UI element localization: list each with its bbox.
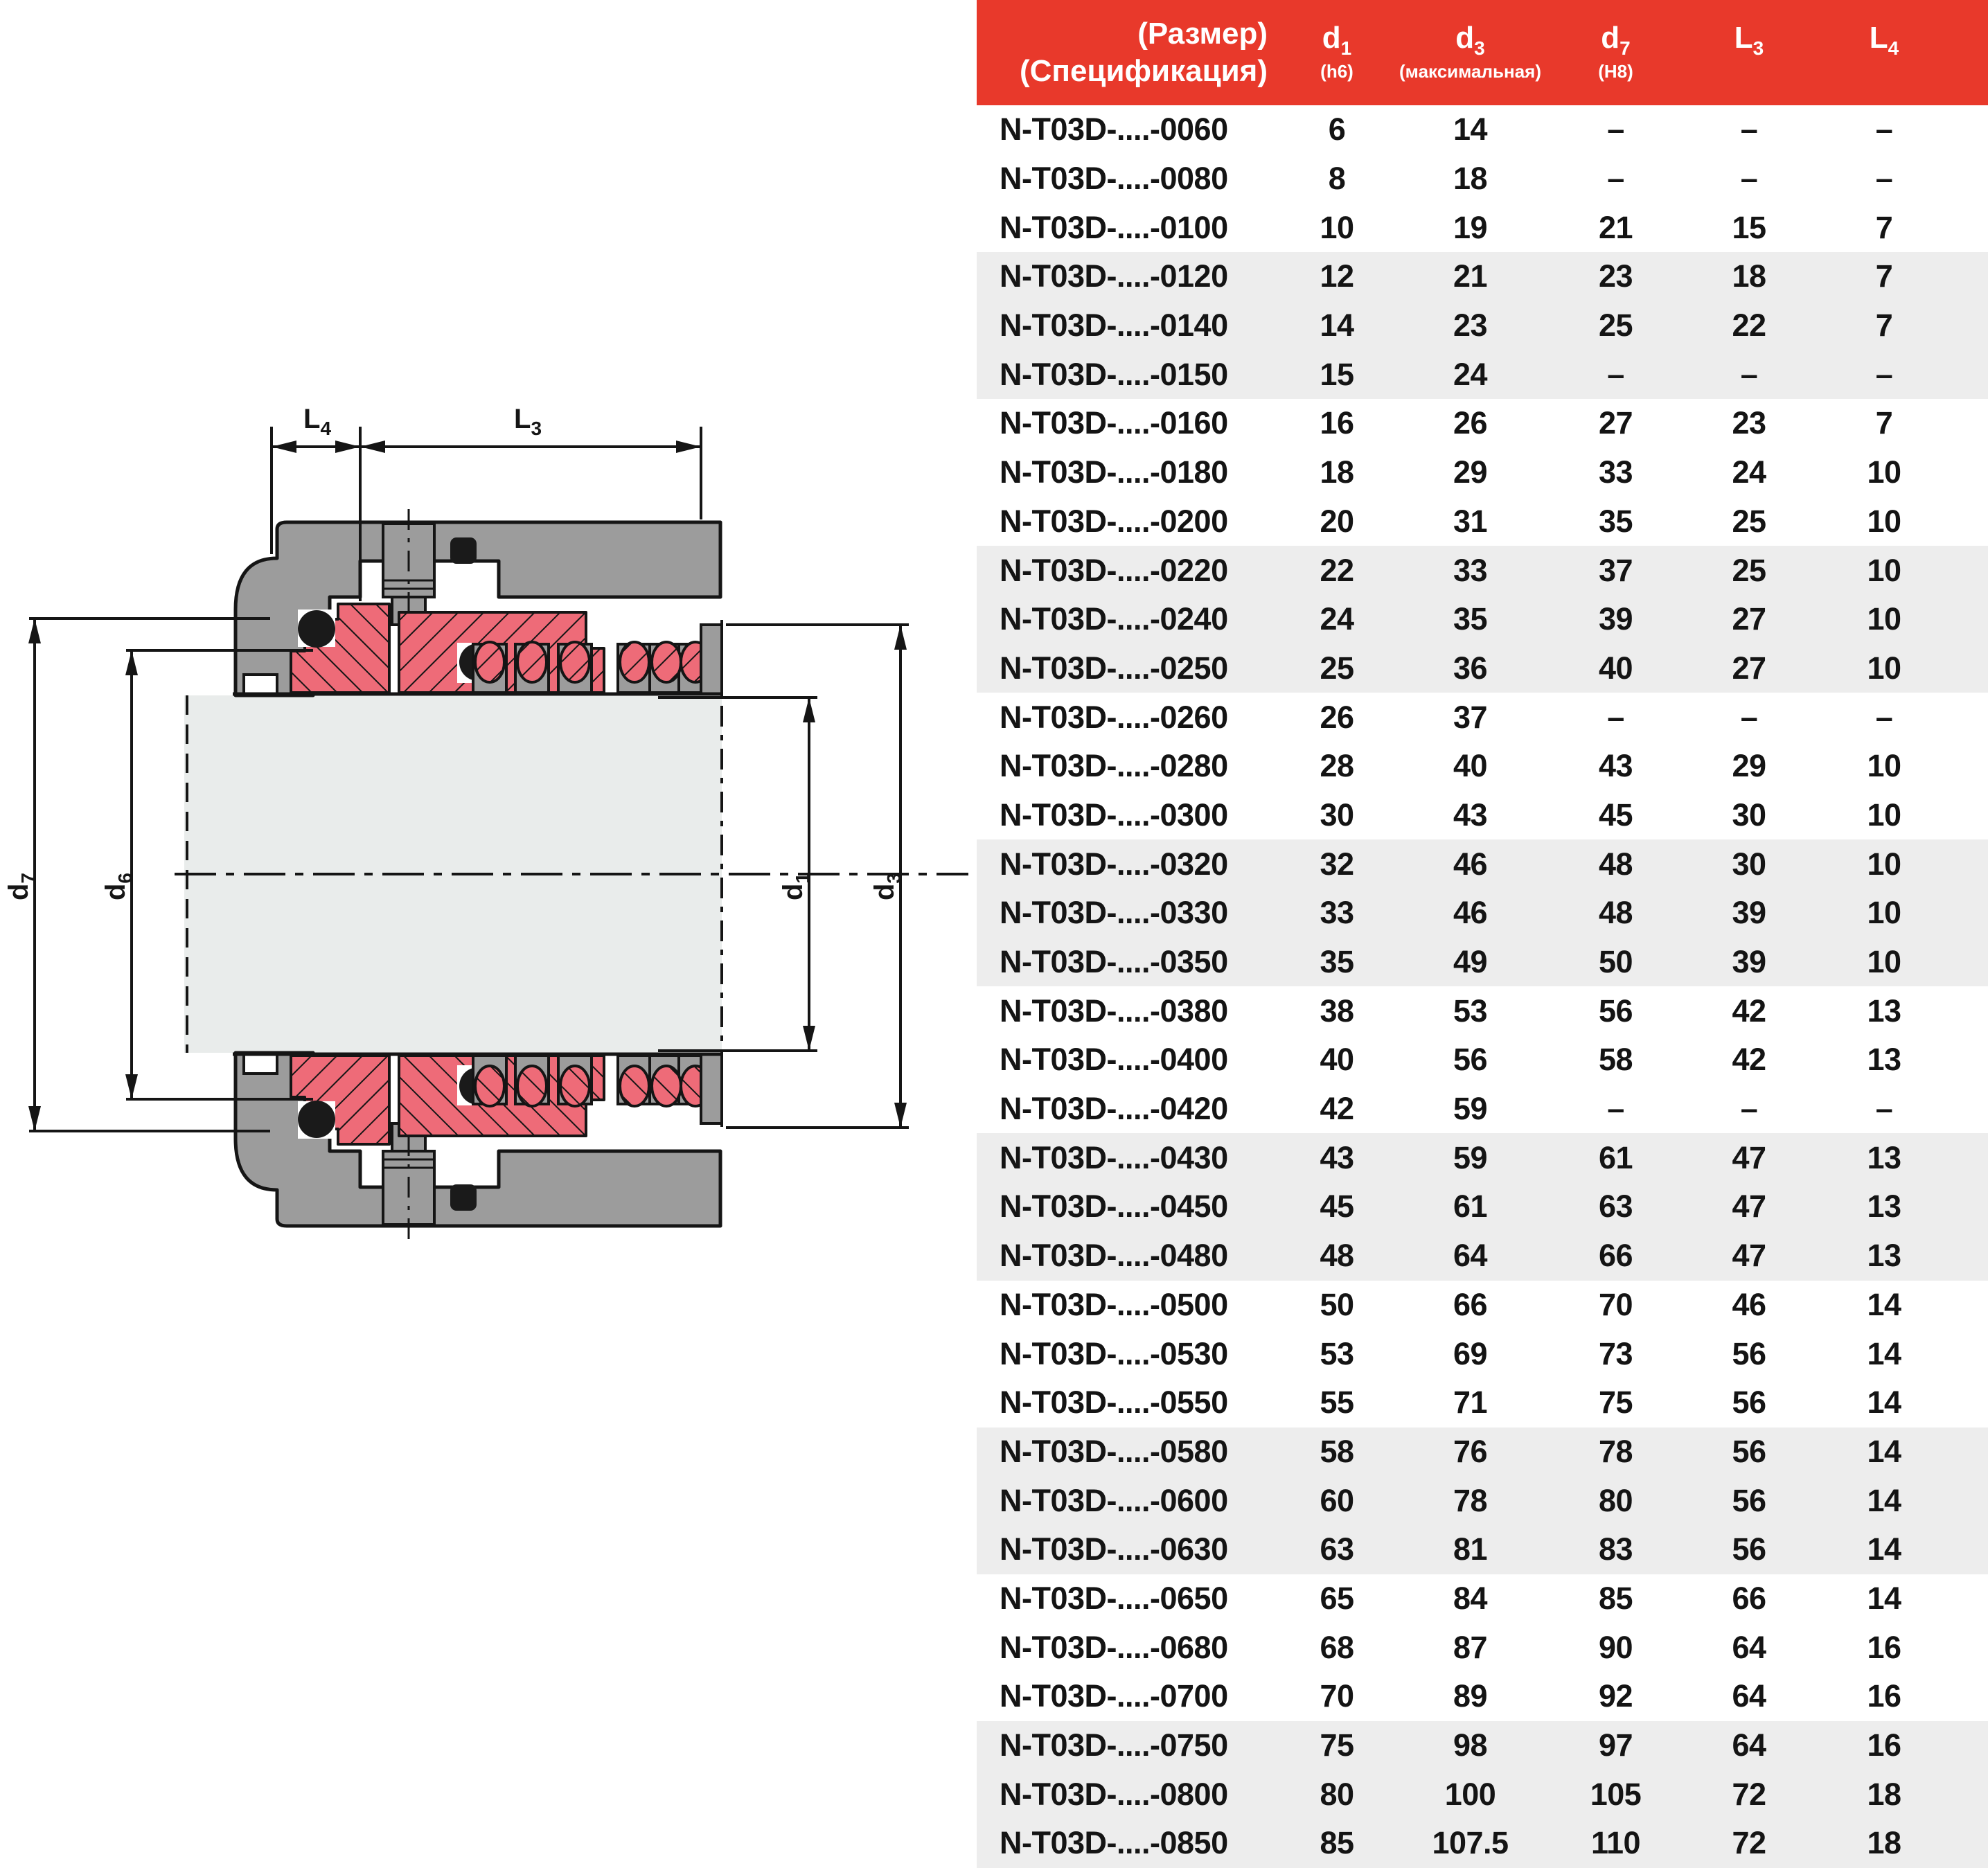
cell-l4: 14	[1867, 1433, 1901, 1469]
table-row	[977, 1427, 1988, 1477]
dim-label-L4: $L_4$	[303, 404, 332, 439]
header-col-d1-note: (h6)	[1320, 61, 1354, 82]
cell-d1: 75	[1320, 1727, 1354, 1763]
cell-d3: 49	[1453, 944, 1488, 980]
cell-l3: 46	[1732, 1286, 1766, 1322]
cell-d1: 32	[1320, 846, 1354, 882]
cell-d7: 66	[1598, 1238, 1633, 1274]
cell-d1: 30	[1320, 797, 1354, 833]
cell-d3: 46	[1453, 846, 1488, 882]
cell-d1: 42	[1320, 1091, 1354, 1127]
cell-d1: 33	[1320, 895, 1354, 931]
cell-l4: –	[1875, 1091, 1893, 1127]
cell-model: N-T03D-....-0430	[1000, 1139, 1228, 1175]
cell-l4: 10	[1867, 748, 1901, 784]
cell-d1: 10	[1320, 209, 1354, 245]
header-col-d3: $d_3$ (максимальная)	[1399, 20, 1541, 82]
cell-model: N-T03D-....-0180	[1000, 454, 1228, 490]
table-row	[977, 1623, 1988, 1672]
cell-l3: 39	[1732, 944, 1766, 980]
cell-l4: 16	[1867, 1727, 1901, 1763]
table-row	[977, 1574, 1988, 1624]
cell-l3: 72	[1732, 1776, 1766, 1812]
header-size-spec	[977, 0, 1288, 105]
cell-d7: –	[1607, 112, 1624, 148]
cell-d7: 61	[1598, 1139, 1633, 1175]
cell-l4: 10	[1867, 650, 1901, 686]
header-spec-label: (Спецификация)	[1019, 54, 1268, 88]
cell-d1: 43	[1320, 1139, 1354, 1175]
cell-d7: –	[1607, 161, 1624, 197]
table-row	[977, 1525, 1988, 1574]
cell-model: N-T03D-....-0380	[1000, 993, 1228, 1029]
cell-model: N-T03D-....-0400	[1000, 1042, 1228, 1078]
cell-d3: 76	[1453, 1433, 1488, 1469]
cell-d3: 59	[1453, 1139, 1488, 1175]
cell-d3: 100	[1444, 1776, 1496, 1812]
header-col-d1: $d_1$ (h6)	[1320, 20, 1354, 82]
cell-d1: 8	[1328, 161, 1346, 197]
cell-d7: 37	[1598, 552, 1633, 588]
cell-l4: 13	[1867, 1139, 1901, 1175]
table-row	[977, 742, 1988, 791]
cell-d7: 23	[1598, 258, 1633, 294]
table-row	[977, 1672, 1988, 1721]
cell-d3: 43	[1453, 797, 1488, 833]
table-row	[977, 644, 1988, 693]
cell-model: N-T03D-....-0350	[1000, 944, 1228, 980]
cell-d1: 63	[1320, 1531, 1354, 1567]
table-row	[977, 497, 1988, 546]
cell-d3: 21	[1453, 258, 1488, 294]
cell-d3: 36	[1453, 650, 1488, 686]
cell-d1: 48	[1320, 1238, 1354, 1274]
cell-d1: 35	[1320, 944, 1354, 980]
cell-d7: 39	[1598, 601, 1633, 637]
dim-label-L3: $L_3$	[514, 404, 542, 439]
cell-d7: 58	[1598, 1042, 1633, 1078]
cell-model: N-T03D-....-0530	[1000, 1335, 1228, 1371]
cell-l4: 7	[1875, 258, 1893, 294]
cell-d1: 18	[1320, 454, 1354, 490]
cell-d1: 55	[1320, 1385, 1354, 1421]
table-row	[977, 693, 1988, 742]
cell-l3: 47	[1732, 1139, 1766, 1175]
cell-d7: –	[1607, 699, 1624, 735]
header-col-d7-note: (H8)	[1598, 61, 1633, 82]
cell-l3: 47	[1732, 1189, 1766, 1225]
cell-model: N-T03D-....-0750	[1000, 1727, 1228, 1763]
cell-l4: 10	[1867, 895, 1901, 931]
cell-l4: 13	[1867, 1189, 1901, 1225]
dim-label-d1: $d_1$	[778, 872, 813, 900]
dim-label-d7: $d_7$	[3, 872, 39, 900]
cell-d3: 59	[1453, 1091, 1488, 1127]
gland-o-ring	[450, 537, 477, 564]
cell-model: N-T03D-....-0630	[1000, 1531, 1228, 1567]
cell-d3: 31	[1453, 503, 1488, 539]
cell-d1: 26	[1320, 699, 1354, 735]
cell-d1: 14	[1320, 308, 1354, 344]
cell-model: N-T03D-....-0080	[1000, 161, 1228, 197]
cell-d7: 33	[1598, 454, 1633, 490]
cell-model: N-T03D-....-0100	[1000, 209, 1228, 245]
cell-d3: 56	[1453, 1042, 1488, 1078]
cell-d1: 6	[1328, 112, 1346, 148]
cell-l3: 47	[1732, 1238, 1766, 1274]
cell-l4: –	[1875, 699, 1893, 735]
cell-model: N-T03D-....-0300	[1000, 797, 1228, 833]
cell-l4: 10	[1867, 503, 1901, 539]
cell-l4: 14	[1867, 1531, 1901, 1567]
cell-d3: 33	[1453, 552, 1488, 588]
cell-model: N-T03D-....-0500	[1000, 1286, 1228, 1322]
spec-table	[977, 0, 1988, 1868]
cell-d1: 16	[1320, 405, 1354, 441]
cell-d3: 26	[1453, 405, 1488, 441]
cell-l3: 25	[1732, 503, 1766, 539]
header-col-d7: $d_7$ (H8)	[1598, 20, 1633, 82]
table-row	[977, 839, 1988, 889]
table-row	[977, 252, 1988, 301]
table-row	[977, 1085, 1988, 1134]
cell-l3: 30	[1732, 846, 1766, 882]
cell-model: N-T03D-....-0600	[1000, 1482, 1228, 1518]
table-row	[977, 1329, 1988, 1378]
table-row	[977, 791, 1988, 840]
cell-model: N-T03D-....-0240	[1000, 601, 1228, 637]
cell-d3: 19	[1453, 209, 1488, 245]
cell-l3: 56	[1732, 1385, 1766, 1421]
cell-l4: 10	[1867, 797, 1901, 833]
cell-d7: –	[1607, 356, 1624, 392]
cell-d3: 53	[1453, 993, 1488, 1029]
cell-d3: 107.5	[1432, 1825, 1509, 1861]
cell-l3: 64	[1732, 1629, 1766, 1665]
cell-l4: 18	[1867, 1776, 1901, 1812]
cell-l3: 22	[1732, 308, 1766, 344]
cell-l4: 14	[1867, 1335, 1901, 1371]
table-row	[977, 1035, 1988, 1085]
dim-label-d6: $d_6$	[100, 872, 136, 900]
cell-l3: 66	[1732, 1580, 1766, 1616]
table-row	[977, 1476, 1988, 1525]
cell-model: N-T03D-....-0550	[1000, 1385, 1228, 1421]
cell-d7: 63	[1598, 1189, 1633, 1225]
cell-model: N-T03D-....-0420	[1000, 1091, 1228, 1127]
cell-d7: –	[1607, 1091, 1624, 1127]
cell-l3: –	[1740, 356, 1758, 392]
cell-model: N-T03D-....-0700	[1000, 1678, 1228, 1714]
cell-l4: 7	[1875, 405, 1893, 441]
cell-l3: 56	[1732, 1335, 1766, 1371]
cell-l3: 39	[1732, 895, 1766, 931]
cell-d3: 66	[1453, 1286, 1488, 1322]
cell-d7: 48	[1598, 895, 1633, 931]
cell-d1: 25	[1320, 650, 1354, 686]
cell-l4: 14	[1867, 1580, 1901, 1616]
table-row	[977, 203, 1988, 252]
cell-d3: 69	[1453, 1335, 1488, 1371]
cell-l4: 10	[1867, 944, 1901, 980]
cell-d1: 24	[1320, 601, 1354, 637]
cell-d7: 78	[1598, 1433, 1633, 1469]
table-row	[977, 986, 1988, 1035]
cell-d3: 18	[1453, 161, 1488, 197]
table-row	[977, 1231, 1988, 1281]
cell-d1: 80	[1320, 1776, 1354, 1812]
cell-d7: 80	[1598, 1482, 1633, 1518]
cell-d3: 29	[1453, 454, 1488, 490]
cell-d1: 40	[1320, 1042, 1354, 1078]
cell-l4: –	[1875, 112, 1893, 148]
header-col-l3: $L_3$	[1734, 20, 1764, 59]
cell-l4: 10	[1867, 846, 1901, 882]
cell-d3: 89	[1453, 1678, 1488, 1714]
seat-o-ring	[298, 610, 335, 648]
table-row	[977, 105, 1988, 154]
cell-l3: 18	[1732, 258, 1766, 294]
cell-l3: –	[1740, 699, 1758, 735]
cell-model: N-T03D-....-0260	[1000, 699, 1228, 735]
table-row	[977, 889, 1988, 938]
cell-d3: 84	[1453, 1580, 1488, 1616]
cell-d1: 53	[1320, 1335, 1354, 1371]
table-row	[977, 1182, 1988, 1231]
cell-l3: 25	[1732, 552, 1766, 588]
cell-model: N-T03D-....-0850	[1000, 1825, 1228, 1861]
cell-model: N-T03D-....-0680	[1000, 1629, 1228, 1665]
cell-d7: 110	[1590, 1825, 1641, 1861]
cell-d3: 46	[1453, 895, 1488, 931]
cell-model: N-T03D-....-0480	[1000, 1238, 1228, 1274]
cell-d7: 105	[1590, 1776, 1642, 1812]
cell-l4: 10	[1867, 601, 1901, 637]
table-row	[977, 301, 1988, 350]
table-row	[977, 1770, 1988, 1819]
cell-l3: 27	[1732, 650, 1766, 686]
cell-model: N-T03D-....-0120	[1000, 258, 1228, 294]
cell-model: N-T03D-....-0140	[1000, 308, 1228, 344]
cell-d7: 97	[1598, 1727, 1633, 1763]
cell-model: N-T03D-....-0220	[1000, 552, 1228, 588]
cell-l3: –	[1740, 112, 1758, 148]
table-row	[977, 1721, 1988, 1770]
cell-l3: 24	[1732, 454, 1766, 490]
cell-l3: 29	[1732, 748, 1766, 784]
cell-d1: 38	[1320, 993, 1354, 1029]
cell-d7: 27	[1598, 405, 1633, 441]
cell-l4: 10	[1867, 454, 1901, 490]
cell-l4: 7	[1875, 209, 1893, 245]
table-row	[977, 399, 1988, 448]
spec-table-header	[977, 0, 1988, 105]
cell-d7: 45	[1598, 797, 1633, 833]
cell-l3: 64	[1732, 1678, 1766, 1714]
cell-d7: 43	[1598, 748, 1633, 784]
cell-model: N-T03D-....-0800	[1000, 1776, 1228, 1812]
cell-d1: 85	[1320, 1825, 1354, 1861]
table-row	[977, 1133, 1988, 1182]
cell-d7: 35	[1598, 503, 1633, 539]
cell-d1: 12	[1320, 258, 1354, 294]
seal-assembly-upper	[233, 509, 722, 695]
cell-model: N-T03D-....-0250	[1000, 650, 1228, 686]
cell-l3: 30	[1732, 797, 1766, 833]
table-row	[977, 595, 1988, 644]
cell-d3: 71	[1453, 1385, 1488, 1421]
cell-l4: 18	[1867, 1825, 1901, 1861]
cell-d3: 14	[1453, 112, 1488, 148]
cell-l3: 23	[1732, 405, 1766, 441]
table-body	[977, 105, 1988, 1868]
cell-model: N-T03D-....-0280	[1000, 748, 1228, 784]
cell-d1: 28	[1320, 748, 1354, 784]
cell-d7: 73	[1598, 1335, 1633, 1371]
cell-d7: 48	[1598, 846, 1633, 882]
spring-retainer	[701, 625, 722, 694]
table-row	[977, 154, 1988, 204]
cell-d3: 61	[1453, 1189, 1488, 1225]
cell-d3: 23	[1453, 308, 1488, 344]
cell-l4: 13	[1867, 993, 1901, 1029]
cell-d3: 64	[1453, 1238, 1488, 1274]
cell-d7: 85	[1598, 1580, 1633, 1616]
cell-l3: 56	[1732, 1433, 1766, 1469]
cell-d7: 25	[1598, 308, 1633, 344]
cell-l4: –	[1875, 161, 1893, 197]
table-row	[977, 1819, 1988, 1868]
cell-d1: 20	[1320, 503, 1354, 539]
cell-l4: 14	[1867, 1482, 1901, 1518]
cell-d1: 58	[1320, 1433, 1354, 1469]
cell-model: N-T03D-....-0650	[1000, 1580, 1228, 1616]
cell-l3: 56	[1732, 1482, 1766, 1518]
table-row	[977, 938, 1988, 987]
cell-l3: –	[1740, 1091, 1758, 1127]
header-col-l4: $L_4$	[1869, 20, 1899, 59]
cell-model: N-T03D-....-0330	[1000, 895, 1228, 931]
cell-d3: 81	[1453, 1531, 1488, 1567]
cell-d7: 56	[1598, 993, 1633, 1029]
cell-l3: 56	[1732, 1531, 1766, 1567]
cell-d3: 98	[1453, 1727, 1488, 1763]
cell-l4: 16	[1867, 1678, 1901, 1714]
table-row	[977, 1378, 1988, 1427]
cell-d7: 40	[1598, 650, 1633, 686]
seal-cross-section-drawing	[0, 0, 977, 1868]
cell-model: N-T03D-....-0060	[1000, 112, 1228, 148]
cell-d1: 60	[1320, 1482, 1354, 1518]
cell-l4: 13	[1867, 1238, 1901, 1274]
table-row	[977, 546, 1988, 595]
cell-d7: 92	[1598, 1678, 1633, 1714]
cell-d1: 45	[1320, 1189, 1354, 1225]
cell-l4: 14	[1867, 1385, 1901, 1421]
cell-l3: 15	[1732, 209, 1766, 245]
table-row	[977, 1281, 1988, 1330]
cell-d7: 21	[1598, 209, 1633, 245]
cell-model: N-T03D-....-0150	[1000, 356, 1228, 392]
cell-d3: 24	[1453, 356, 1488, 392]
cell-model: N-T03D-....-0320	[1000, 846, 1228, 882]
cell-d1: 50	[1320, 1286, 1354, 1322]
cell-l3: 64	[1732, 1727, 1766, 1763]
cell-model: N-T03D-....-0200	[1000, 503, 1228, 539]
cell-model: N-T03D-....-0160	[1000, 405, 1228, 441]
cell-d7: 50	[1598, 944, 1633, 980]
cell-d7: 70	[1598, 1286, 1633, 1322]
cell-d7: 90	[1598, 1629, 1633, 1665]
cell-d1: 65	[1320, 1580, 1354, 1616]
cell-d3: 78	[1453, 1482, 1488, 1518]
dim-label-d3: $d_3$	[869, 872, 905, 900]
header-size-label: (Размер)	[1137, 16, 1268, 51]
cell-l4: 16	[1867, 1629, 1901, 1665]
cell-model: N-T03D-....-0450	[1000, 1189, 1228, 1225]
cell-l4: 13	[1867, 1042, 1901, 1078]
cell-l4: 10	[1867, 552, 1901, 588]
cell-l4: –	[1875, 356, 1893, 392]
cell-l3: 42	[1732, 993, 1766, 1029]
cell-l3: –	[1740, 161, 1758, 197]
cell-d7: 75	[1598, 1385, 1633, 1421]
header-col-d3-note: (максимальная)	[1399, 61, 1541, 82]
cell-l4: 7	[1875, 308, 1893, 344]
cell-d7: 83	[1598, 1531, 1633, 1567]
cell-d1: 70	[1320, 1678, 1354, 1714]
cell-l3: 27	[1732, 601, 1766, 637]
cell-d1: 68	[1320, 1629, 1354, 1665]
cell-d3: 37	[1453, 699, 1488, 735]
cell-d1: 15	[1320, 356, 1354, 392]
cell-d3: 40	[1453, 748, 1488, 784]
cell-d3: 87	[1453, 1629, 1488, 1665]
cell-d1: 22	[1320, 552, 1354, 588]
cell-model: N-T03D-....-0580	[1000, 1433, 1228, 1469]
table-row	[977, 448, 1988, 497]
cell-d3: 35	[1453, 601, 1488, 637]
cell-l3: 42	[1732, 1042, 1766, 1078]
cell-l3: 72	[1732, 1825, 1766, 1861]
cell-l4: 14	[1867, 1286, 1901, 1322]
table-row	[977, 350, 1988, 399]
